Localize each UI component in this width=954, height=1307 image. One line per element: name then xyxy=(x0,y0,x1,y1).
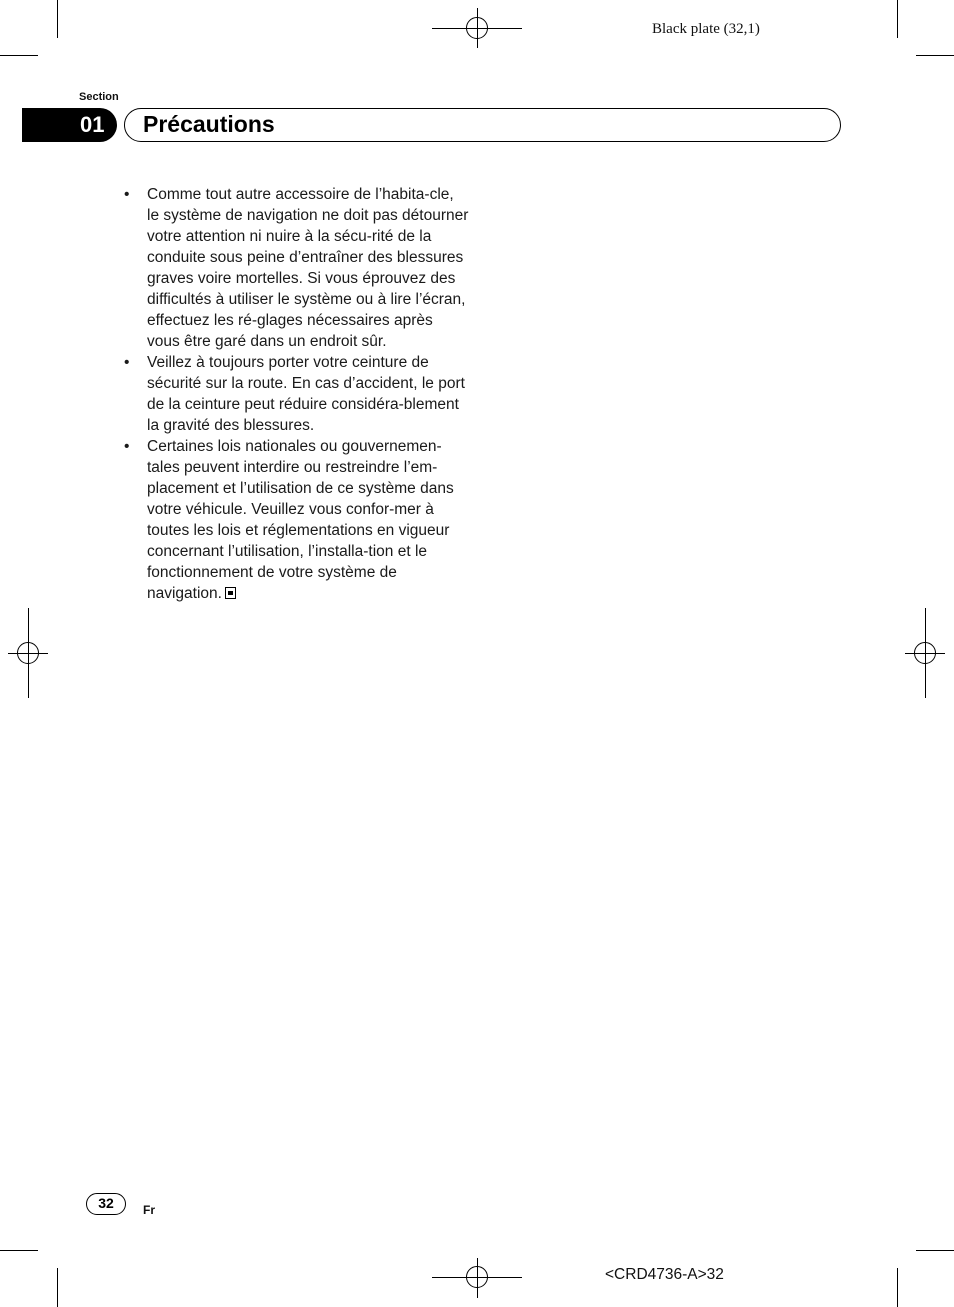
registration-circle xyxy=(466,1266,488,1288)
precautions-list xyxy=(124,184,469,604)
document-code: <CRD4736-A>32 xyxy=(605,1266,724,1283)
bullet-icon: • xyxy=(124,354,130,371)
crop-mark xyxy=(916,1250,954,1251)
section-label: Section xyxy=(79,91,119,103)
registration-circle xyxy=(914,642,936,664)
bullet-icon: • xyxy=(124,438,130,455)
crop-mark xyxy=(0,1250,38,1251)
list-item xyxy=(124,436,469,604)
section-title: Précautions xyxy=(124,108,841,142)
list-item-text: Veillez à toujours porter votre ceinture de sécurité sur la route. En cas d’accident, le port de la ceinture peut réduire considéra-blement la gravité des blessures. xyxy=(147,354,465,434)
crop-mark xyxy=(897,1268,898,1307)
crop-mark xyxy=(57,1268,58,1307)
language-code: Fr xyxy=(143,1203,155,1217)
crop-mark xyxy=(916,55,954,56)
end-of-section-icon xyxy=(225,587,236,599)
crop-mark xyxy=(897,0,898,38)
page-number: 32 xyxy=(86,1193,126,1215)
list-item xyxy=(124,352,469,436)
section-number: 01 xyxy=(22,108,117,142)
list-item-text xyxy=(147,436,469,604)
registration-circle xyxy=(466,17,488,39)
list-item-text: Comme tout autre accessoire de l’habita-cle, le système de navigation ne doit pas détourner votre attention ni nuire à la sécu-rité de la conduite sous peine d’entraîner des blessures graves voire mortelles. Si vous éprouvez des difficultés à utiliser le système ou à lire l’écran, effectuez les ré-glages nécessaires après vous être garé dans un endroit sûr. xyxy=(147,186,469,350)
crop-mark xyxy=(0,55,38,56)
bullet-icon: • xyxy=(124,186,130,203)
plate-label: Black plate (32,1) xyxy=(652,21,760,37)
crop-mark xyxy=(57,0,58,38)
registration-circle xyxy=(17,642,39,664)
list-item xyxy=(124,184,469,352)
list-item-text-body: Certaines lois nationales ou gouvernemen-tales peuvent interdire ou restreindre l’em-placement et l’utilisation de ce système dans votre véhicule. Veuillez vous confor-mer à toutes les lois et réglementations en vigueur concernant l’utilisation, l’installa-tion et le fonctionnement de votre système de navigation. xyxy=(147,438,454,602)
